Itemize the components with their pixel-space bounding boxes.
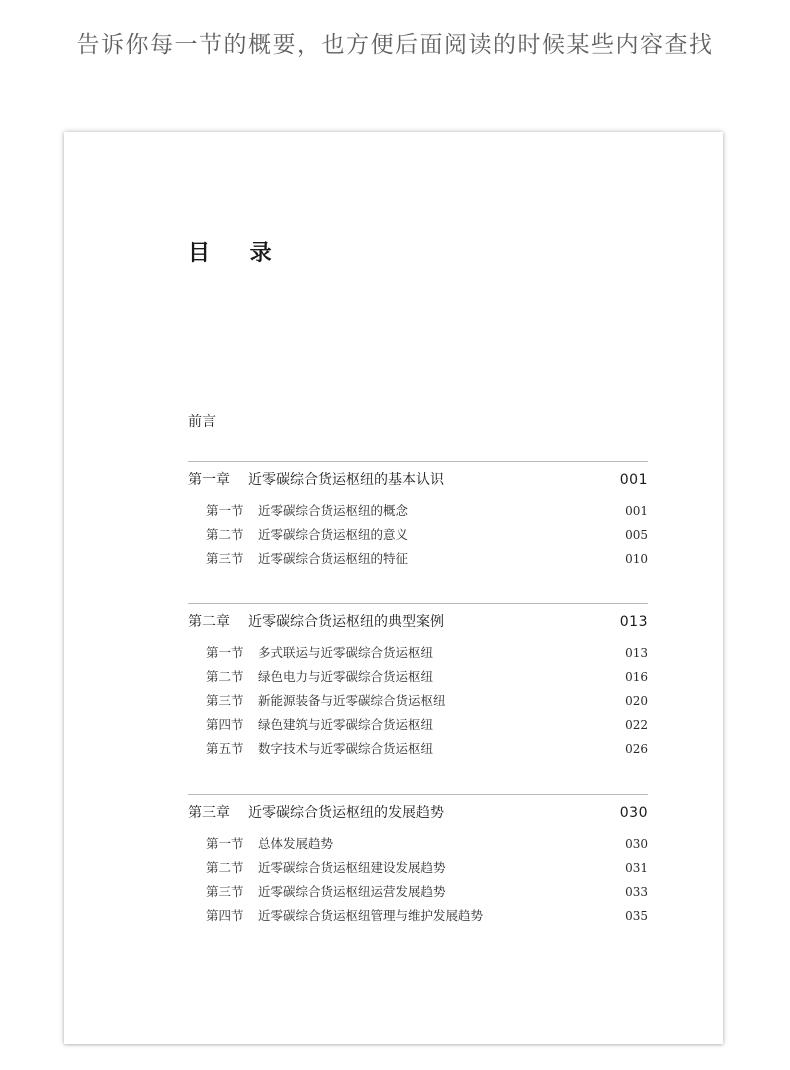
chapter-title: 近零碳综合货运枢纽的发展趋势 bbox=[248, 805, 444, 821]
chapter-divider bbox=[188, 794, 648, 795]
section-page: 033 bbox=[625, 885, 648, 899]
section-title: 近零碳综合货运枢纽建设发展趋势 bbox=[258, 860, 446, 875]
section-page: 035 bbox=[625, 909, 648, 923]
section-row bbox=[188, 691, 648, 715]
section-page: 030 bbox=[625, 837, 648, 851]
section-page: 031 bbox=[625, 861, 648, 875]
section-number: 第二节 bbox=[206, 669, 244, 684]
chapter-number: 第二章 bbox=[188, 614, 230, 630]
section-number: 第三节 bbox=[206, 693, 244, 708]
section-row bbox=[188, 906, 648, 930]
section-page: 013 bbox=[625, 646, 648, 660]
chapter-page: 030 bbox=[619, 805, 648, 821]
chapter-page: 013 bbox=[619, 614, 648, 630]
section-list bbox=[188, 501, 648, 573]
section-row bbox=[188, 739, 648, 763]
toc-title: 目 录 bbox=[188, 241, 288, 266]
page-caption: 告诉你每一节的概要，也方便后面阅读的时候某些内容查找 bbox=[76, 32, 714, 58]
section-title: 绿色电力与近零碳综合货运枢纽 bbox=[258, 669, 434, 684]
chapter-heading bbox=[188, 469, 648, 489]
section-number: 第五节 bbox=[206, 741, 244, 756]
section-number: 第四节 bbox=[206, 717, 244, 732]
section-row bbox=[188, 525, 648, 549]
book-page bbox=[64, 132, 723, 1044]
section-page: 020 bbox=[625, 694, 648, 708]
section-title: 绿色建筑与近零碳综合货运枢纽 bbox=[258, 717, 434, 732]
section-row bbox=[188, 858, 648, 882]
section-row bbox=[188, 834, 648, 858]
chapter-page: 001 bbox=[619, 472, 648, 488]
section-title: 新能源装备与近零碳综合货运枢纽 bbox=[258, 693, 446, 708]
chapter-2 bbox=[188, 603, 648, 763]
chapter-heading bbox=[188, 802, 648, 822]
section-title: 近零碳综合货运枢纽的意义 bbox=[258, 527, 409, 542]
section-number: 第一节 bbox=[206, 503, 244, 518]
section-page: 001 bbox=[625, 504, 648, 518]
section-number: 第二节 bbox=[206, 527, 244, 542]
section-number: 第一节 bbox=[206, 836, 244, 851]
section-list bbox=[188, 834, 648, 930]
chapter-1 bbox=[188, 461, 648, 573]
section-number: 第一节 bbox=[206, 645, 244, 660]
section-page: 016 bbox=[625, 670, 648, 684]
section-number: 第三节 bbox=[206, 884, 244, 899]
section-number: 第三节 bbox=[206, 551, 244, 566]
section-row bbox=[188, 549, 648, 573]
chapter-number: 第三章 bbox=[188, 805, 230, 821]
section-title: 近零碳综合货运枢纽管理与维护发展趋势 bbox=[258, 908, 484, 923]
section-title: 近零碳综合货运枢纽运营发展趋势 bbox=[258, 884, 446, 899]
section-title: 多式联运与近零碳综合货运枢纽 bbox=[258, 645, 434, 660]
chapter-title: 近零碳综合货运枢纽的基本认识 bbox=[248, 472, 444, 488]
section-page: 010 bbox=[625, 552, 648, 566]
chapter-title: 近零碳综合货运枢纽的典型案例 bbox=[248, 614, 444, 630]
section-row bbox=[188, 715, 648, 739]
chapter-divider bbox=[188, 603, 648, 604]
chapter-number: 第一章 bbox=[188, 472, 230, 488]
section-page: 026 bbox=[625, 742, 648, 756]
chapter-3 bbox=[188, 794, 648, 930]
section-row bbox=[188, 667, 648, 691]
section-row bbox=[188, 882, 648, 906]
preface-entry: 前言 bbox=[188, 414, 216, 430]
section-row bbox=[188, 643, 648, 667]
section-title: 近零碳综合货运枢纽的特征 bbox=[258, 551, 409, 566]
section-row bbox=[188, 501, 648, 525]
chapter-divider bbox=[188, 461, 648, 462]
section-title: 总体发展趋势 bbox=[258, 836, 334, 851]
section-list bbox=[188, 643, 648, 763]
section-page: 005 bbox=[625, 528, 648, 542]
section-number: 第四节 bbox=[206, 908, 244, 923]
section-title: 近零碳综合货运枢纽的概念 bbox=[258, 503, 409, 518]
chapter-heading bbox=[188, 611, 648, 631]
section-page: 022 bbox=[625, 718, 648, 732]
section-title: 数字技术与近零碳综合货运枢纽 bbox=[258, 741, 434, 756]
section-number: 第二节 bbox=[206, 860, 244, 875]
